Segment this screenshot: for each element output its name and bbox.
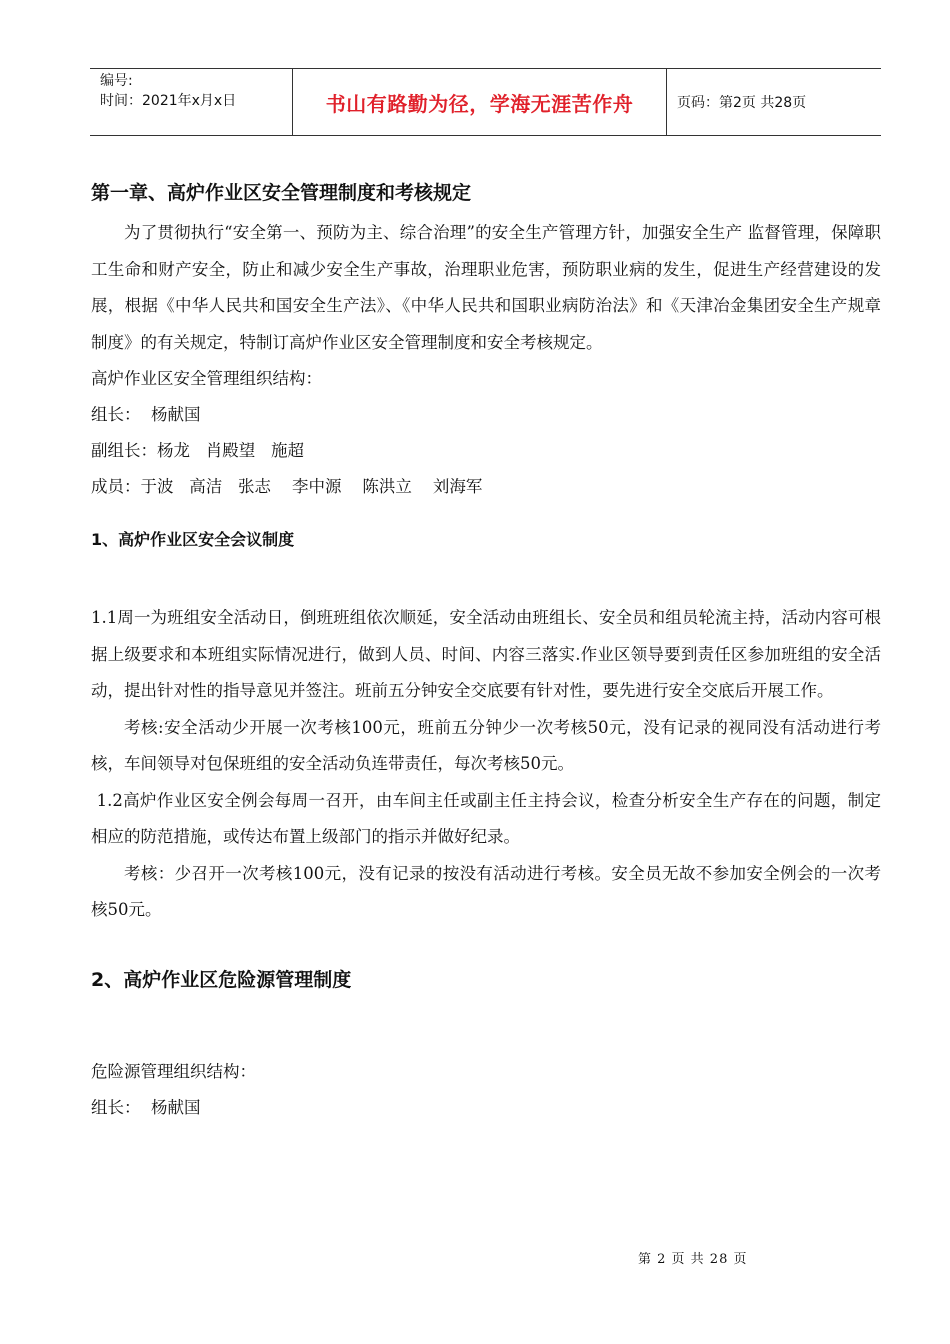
section1-paragraph-2: 考核:安全活动少开展一次考核100元，班前五分钟少一次考核50元，没有记录的视同没有活动进行考核，车间领导对包保班组的安全活动负连带责任，每次考核50元。 xyxy=(91,717,881,773)
section1-title: 1、高炉作业区安全会议制度 xyxy=(91,530,295,549)
time-label: 时间：2021年x月x日 xyxy=(100,93,237,109)
section1-paragraph-3: 1.2高炉作业区安全例会每周一召开，由车间主任或副主任主持会议，检查分析安全生产存在的问题，制定相应的防范措施，或传达布置上级部门的指示并做好纪录。 xyxy=(91,790,881,846)
header-motto: 书山有路勤为径，学海无涯苦作舟 xyxy=(293,69,667,135)
org-title: 高炉作业区安全管理组织结构： xyxy=(91,369,322,388)
header-page-label: 页码：第2页 共28页 xyxy=(677,95,807,111)
section1-paragraph-4: 考核：少召开一次考核100元，没有记录的按没有活动进行考核。安全员无故不参加安全例会的一次考核50元。 xyxy=(91,863,881,919)
chapter-title: 第一章、高炉作业区安全管理制度和考核规定 xyxy=(91,182,472,204)
intro-paragraph: 为了贯彻执行“安全第一、预防为主、综合治理”的安全生产管理方针，加强安全生产 监督管理，保障职工生命和财产安全，防止和减少安全生产事故，治理职业危害，预防职业病的发生，促进生产经营建设的发展，根据《中华人民共和国安全生产法》、《中华人民共和国职业病防治法》和《天津冶金集团安全生产规章制度》的有关规定，特制订高炉作业区安全管理制度和安全考核规定。 xyxy=(91,223,881,352)
header-meta xyxy=(90,69,293,135)
document-body xyxy=(91,172,881,1126)
section1-paragraph-1: 1.1周一为班组安全活动日，倒班班组依次顺延，安全活动由班组长、安全员和组员轮流主持，活动内容可根据上级要求和本班组实际情况进行，做到人员、时间、内容三落实.作业区领导要到责任区参加班组的安全活动，提出针对性的指导意见并签注。班前五分钟安全交底要有针对性，要先进行安全交底后开展工作。 xyxy=(91,608,881,700)
org-leader: 组长： 杨献国 xyxy=(91,405,201,424)
page-footer: 第 2 页 共 28 页 xyxy=(638,1252,748,1267)
section2-leader: 组长： 杨献国 xyxy=(91,1097,201,1117)
org-deputy: 副组长：杨龙 肖殿望 施超 xyxy=(91,441,304,460)
org-members: 成员：于波 高洁 张志 李中源 陈洪立 刘海军 xyxy=(91,477,483,496)
section2-org-title: 危险源管理组织结构： xyxy=(91,1061,256,1081)
section2-title: 2、高炉作业区危险源管理制度 xyxy=(91,968,352,991)
page-header xyxy=(90,68,881,136)
number-label: 编号: xyxy=(100,73,133,89)
